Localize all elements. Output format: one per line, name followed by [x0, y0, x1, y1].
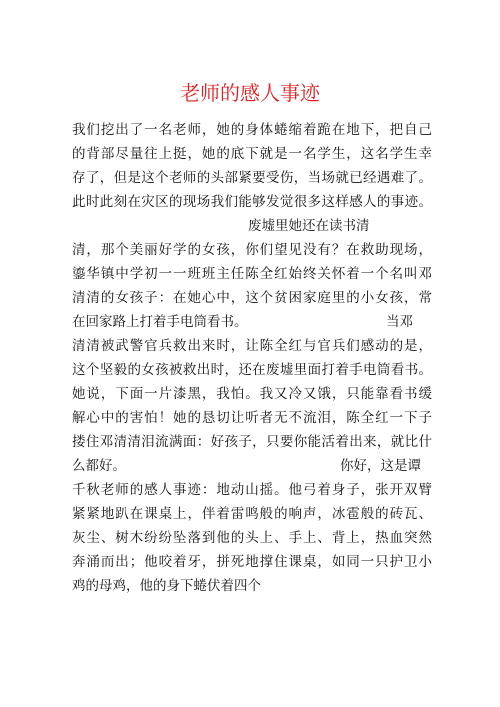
body-line: 鸡的母鸡，他的身下蜷伏着四个 [72, 578, 261, 594]
body-line: 千秋老师的感人事迹：地动山摇。他弓着身子，张开双臂 [72, 482, 432, 498]
body-line: 此时此刻在灾区的现场我们能够发觉很多这样感人的事迹。 [72, 194, 432, 210]
body-line: 清清的女孩子：在她心中，这个贫困家庭里的小女孩，常 [72, 290, 432, 306]
body-line: 我们挖出了一名老师，她的身体蜷缩着跪在地下，把自己 [72, 122, 432, 138]
body-line: 当邓 [386, 314, 413, 330]
body-line: 这个坚毅的女孩被救出时，还在废墟里面打着手电筒看书。 [72, 362, 432, 378]
body-line: 奔涌而出；他咬着牙，拼死地撑住课桌，如同一只护卫小 [72, 554, 432, 570]
document-title: 老师的感人事迹 [180, 81, 320, 105]
body-line: 的背部尽量往上挺，她的底下就是一名学生，这名学生幸 [72, 146, 432, 162]
body-line: 她说，下面一片漆黑，我怕。我又冷又饿，只能靠看书缓 [72, 386, 432, 402]
body-line: 解心中的害怕！她的恳切让听者无不流泪，陈全红一下子 [72, 410, 432, 426]
body-line: 灰尘、树木纷纷坠落到他的头上、手上、背上，热血突然 [72, 530, 432, 546]
body-line: 清，那个美丽好学的女孩，你们望见没有？在救助现场， [72, 242, 432, 258]
body-line: 么都好。 [72, 458, 126, 474]
body-line: 在回家路上打着手电筒看书。 [72, 314, 248, 330]
body-line: 你好，这是谭 [340, 458, 421, 474]
body-line: 紧紧地趴在课桌上，伴着雷鸣般的响声，冰雹般的砖瓦、 [72, 506, 432, 522]
body-line: 废墟里她还在读书清 [248, 218, 370, 234]
body-line: 搂住邓清清泪流满面：好孩子，只要你能活着出来，就比什 [72, 434, 432, 450]
body-line: 清清被武警官兵救出来时，让陈全红与官兵们感动的是， [72, 338, 432, 354]
body-line: 存了，但是这个老师的头部紧要受伤，当场就已经遇难了。 [72, 170, 432, 186]
body-line: 鎏华镇中学初一一班班主任陈全红始终关怀着一个名叫邓 [72, 266, 432, 282]
